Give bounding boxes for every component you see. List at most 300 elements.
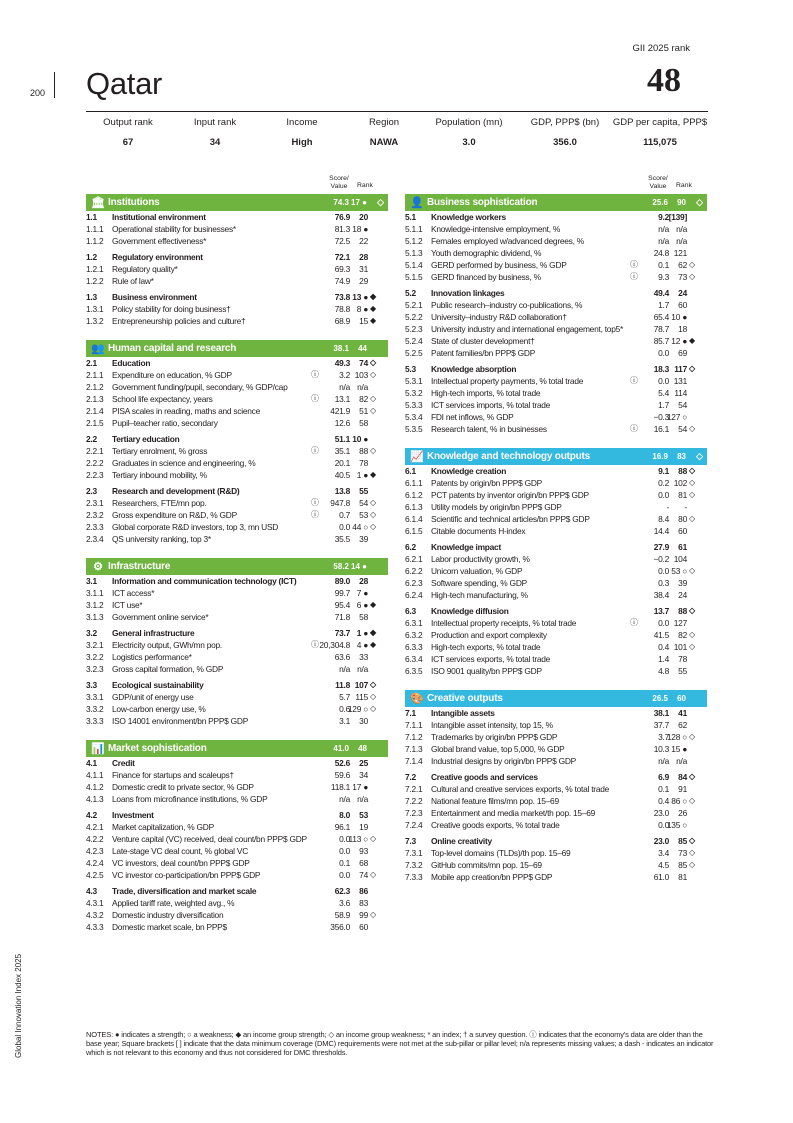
indicator-code: 6.1.4 bbox=[405, 514, 423, 524]
indicator-label: Rule of law* bbox=[112, 276, 154, 286]
indicator-row bbox=[405, 783, 707, 795]
indicator-code: 7.2 bbox=[405, 772, 416, 782]
indicator-label: Intangible assets bbox=[431, 708, 495, 718]
indicator-code: 5.2 bbox=[405, 288, 416, 298]
indicator-score: 0.1 bbox=[658, 260, 669, 270]
indicator-score: 9.2 bbox=[658, 212, 669, 222]
indicator-score: 38.1 bbox=[653, 708, 669, 718]
subpillar-row bbox=[86, 433, 388, 445]
indicator-code: 3.1.2 bbox=[86, 600, 104, 610]
indicator-score: 0.6 bbox=[339, 704, 350, 714]
indicator-code: 3.3.3 bbox=[86, 716, 104, 726]
old-data-icon: ⓘ bbox=[630, 424, 638, 433]
indicator-row bbox=[405, 347, 707, 359]
old-data-icon: ⓘ bbox=[311, 370, 319, 379]
header-divider bbox=[54, 72, 55, 98]
pillar-header bbox=[405, 690, 707, 707]
creative-outputs-icon: 🎨 bbox=[410, 693, 424, 705]
indicator-score: 73.7 bbox=[334, 628, 350, 638]
indicator-label: Knowledge impact bbox=[431, 542, 501, 552]
indicator-score: 118.1 bbox=[330, 782, 350, 792]
indicator-rank: n/a bbox=[357, 794, 368, 804]
indicator-rank: 99 bbox=[359, 910, 368, 920]
indicator-code: 5.3.1 bbox=[405, 376, 423, 386]
indicator-label: Females employed w/advanced degrees, % bbox=[431, 236, 584, 246]
indicator-row bbox=[405, 223, 707, 235]
indicator-label: ICT use* bbox=[112, 600, 143, 610]
key-fact-value: 115,075 bbox=[643, 137, 677, 148]
indicator-score: n/a bbox=[339, 382, 350, 392]
indicator-row bbox=[405, 743, 707, 755]
rank-label: GII 2025 rank bbox=[632, 43, 690, 54]
indicator-score: 8.4 bbox=[658, 514, 669, 524]
indicator-code: 7.1.2 bbox=[405, 732, 423, 742]
indicator-rank: 7 ● bbox=[356, 588, 368, 598]
indicator-row bbox=[86, 497, 388, 509]
indicator-score: 52.6 bbox=[334, 758, 350, 768]
indicator-label: GERD performed by business, % GDP bbox=[431, 260, 567, 270]
indicator-code: 6.3 bbox=[405, 606, 416, 616]
indicator-rank: 73 bbox=[678, 272, 687, 282]
indicator-rank: 28 bbox=[359, 576, 368, 586]
indicator-rank: 81 bbox=[678, 872, 687, 882]
key-fact bbox=[165, 117, 265, 148]
old-data-icon: ⓘ bbox=[311, 446, 319, 455]
indicator-score: 38.4 bbox=[653, 590, 669, 600]
indicator-label: Venture capital (VC) received, deal count/bn PPP$ GDP bbox=[112, 834, 307, 844]
indicator-code: 5.2.3 bbox=[405, 324, 423, 334]
indicator-label: School life expectancy, years bbox=[112, 394, 213, 404]
indicator-rank: 74 bbox=[359, 870, 368, 880]
top-rule bbox=[86, 111, 708, 112]
indicator-code: 5.1.4 bbox=[405, 260, 423, 270]
indicator-label: Operational stability for businesses* bbox=[112, 224, 236, 234]
indicator-code: 4.3.1 bbox=[86, 898, 104, 908]
indicator-score: 85.7 bbox=[653, 336, 669, 346]
indicator-score: 5.4 bbox=[658, 388, 669, 398]
indicator-score: n/a bbox=[339, 664, 350, 674]
indicator-score: 1.4 bbox=[658, 654, 669, 664]
subpillar-row bbox=[405, 363, 707, 375]
indicator-score: 49.3 bbox=[334, 358, 350, 368]
indicator-marker: ◇ bbox=[689, 796, 695, 805]
old-data-icon: ⓘ bbox=[311, 510, 319, 519]
indicator-marker: ◇ bbox=[689, 478, 695, 487]
indicator-rank: 102 bbox=[673, 478, 687, 488]
indicator-rank: n/a bbox=[676, 236, 687, 246]
indicator-label: GitHub commits/mn pop. 15–69 bbox=[431, 860, 542, 870]
indicator-score: 5.7 bbox=[339, 692, 350, 702]
indicator-code: 6.2.3 bbox=[405, 578, 423, 588]
subpillar-row bbox=[405, 287, 707, 299]
business-sophistication-icon: 👤 bbox=[410, 197, 424, 209]
indicator-code: 2.1.1 bbox=[86, 370, 104, 380]
indicator-label: Youth demographic dividend, % bbox=[431, 248, 542, 258]
key-fact-label: Output rank bbox=[103, 117, 153, 128]
indicator-row bbox=[86, 821, 388, 833]
indicator-label: Tertiary inbound mobility, % bbox=[112, 470, 207, 480]
indicator-rank: 34 bbox=[359, 770, 368, 780]
indicator-code: 3.1.3 bbox=[86, 612, 104, 622]
indicator-rank: 121 bbox=[673, 248, 687, 258]
indicator-row bbox=[405, 731, 707, 743]
pillar-rank: 14 ● bbox=[351, 562, 367, 571]
indicator-code: 5.2.1 bbox=[405, 300, 423, 310]
pillar-marker: ◇ bbox=[696, 451, 703, 461]
indicator-row bbox=[86, 445, 388, 457]
indicator-rank: 31 bbox=[359, 264, 368, 274]
pillar-score: 16.9 bbox=[652, 452, 668, 461]
subpillar-row bbox=[405, 707, 707, 719]
indicator-row bbox=[86, 703, 388, 715]
indicator-row bbox=[405, 271, 707, 283]
indicator-code: 2.2.2 bbox=[86, 458, 104, 468]
indicator-code: 1.2.2 bbox=[86, 276, 104, 286]
indicator-code: 1.3.2 bbox=[86, 316, 104, 326]
indicator-marker: ◆ bbox=[370, 470, 376, 479]
indicator-row bbox=[405, 859, 707, 871]
indicator-code: 7.2.2 bbox=[405, 796, 423, 806]
indicator-rank: 69 bbox=[678, 348, 687, 358]
indicator-code: 6.3.1 bbox=[405, 618, 423, 628]
indicator-label: Information and communication technology (ICT) bbox=[112, 576, 297, 586]
indicator-row bbox=[405, 553, 707, 565]
indicator-row bbox=[86, 639, 388, 651]
indicator-row bbox=[405, 755, 707, 767]
pillar-name: Market sophistication bbox=[108, 743, 207, 754]
indicator-label: QS university ranking, top 3* bbox=[112, 534, 211, 544]
indicator-label: University industry and international engagement, top5* bbox=[431, 324, 624, 334]
indicator-marker: ◇ bbox=[370, 522, 376, 531]
indicator-label: Mobile app creation/bn PPP$ GDP bbox=[431, 872, 553, 882]
indicator-label: Institutional environment bbox=[112, 212, 206, 222]
indicator-row bbox=[405, 871, 707, 883]
indicator-code: 1.2 bbox=[86, 252, 97, 262]
indicator-code: 7.1 bbox=[405, 708, 416, 718]
indicator-marker: ◇ bbox=[370, 370, 376, 379]
indicator-label: Knowledge-intensive employment, % bbox=[431, 224, 561, 234]
subpillar-row bbox=[405, 771, 707, 783]
indicator-rank: 82 bbox=[678, 630, 687, 640]
indicator-score: 11.8 bbox=[335, 680, 350, 690]
pillar-rank: 90 bbox=[677, 198, 686, 207]
indicator-rank: 80 bbox=[678, 514, 687, 524]
indicator-code: 2.1.5 bbox=[86, 418, 104, 428]
indicator-marker: ◆ bbox=[370, 600, 376, 609]
indicator-score: 0.0 bbox=[339, 834, 350, 844]
indicator-score: 0.0 bbox=[339, 870, 350, 880]
indicator-row bbox=[405, 247, 707, 259]
indicator-row bbox=[86, 223, 388, 235]
indicator-label: Research and development (R&D) bbox=[112, 486, 240, 496]
indicator-row bbox=[405, 489, 707, 501]
indicator-rank: 60 bbox=[678, 300, 687, 310]
indicator-marker: ◇ bbox=[370, 498, 376, 507]
indicator-rank: 61 bbox=[678, 542, 687, 552]
indicator-label: Education bbox=[112, 358, 151, 368]
indicator-code: 5.1.2 bbox=[405, 236, 423, 246]
indicator-marker: ◆ bbox=[370, 316, 376, 325]
indicator-code: 4.3.3 bbox=[86, 922, 104, 932]
indicator-rank: 55 bbox=[678, 666, 687, 676]
indicator-rank: 60 bbox=[359, 922, 368, 932]
indicator-code: 3.1.1 bbox=[86, 588, 104, 598]
indicator-code: 5.3.4 bbox=[405, 412, 423, 422]
indicator-label: Scientific and technical articles/bn PPP$ GDP bbox=[431, 514, 590, 524]
indicator-rank: 88 bbox=[359, 446, 368, 456]
indicator-code: 2.3.2 bbox=[86, 510, 104, 520]
indicator-marker: ◆ bbox=[370, 640, 376, 649]
indicator-row bbox=[405, 501, 707, 513]
subpillar-row bbox=[405, 541, 707, 553]
indicator-score: 421.9 bbox=[330, 406, 350, 416]
indicator-label: Researchers, FTE/mn pop. bbox=[112, 498, 207, 508]
indicator-rank: 1 ● bbox=[356, 470, 368, 480]
indicator-code: 5.3 bbox=[405, 364, 416, 374]
indicator-rank: 25 bbox=[359, 758, 368, 768]
indicator-code: 5.3.3 bbox=[405, 400, 423, 410]
indicator-score: 8.0 bbox=[339, 810, 350, 820]
indicator-rank: 33 bbox=[359, 652, 368, 662]
indicator-row bbox=[405, 311, 707, 323]
indicator-marker: ◇ bbox=[689, 606, 695, 615]
indicator-score: 947.8 bbox=[330, 498, 350, 508]
pillar-header bbox=[86, 558, 388, 575]
indicator-marker: ◇ bbox=[689, 642, 695, 651]
section-gap bbox=[405, 677, 707, 688]
left-column bbox=[86, 172, 388, 933]
indicator-rank: 81 bbox=[678, 490, 687, 500]
indicator-code: 7.3.3 bbox=[405, 872, 423, 882]
indicator-rank: 85 bbox=[678, 860, 687, 870]
indicator-row bbox=[86, 303, 388, 315]
subpillar-row bbox=[86, 357, 388, 369]
indicator-row bbox=[405, 819, 707, 831]
indicator-code: 2.2.1 bbox=[86, 446, 104, 456]
key-fact-value: 3.0 bbox=[462, 137, 476, 148]
indicator-score: 13.8 bbox=[334, 486, 350, 496]
indicator-label: Government effectiveness* bbox=[112, 236, 207, 246]
indicator-code: 2.3.4 bbox=[86, 534, 104, 544]
indicator-label: State of cluster development† bbox=[431, 336, 535, 346]
indicator-row bbox=[86, 315, 388, 327]
indicator-label: Loans from microfinance institutions, % GDP bbox=[112, 794, 268, 804]
indicator-label: Utility models by origin/bn PPP$ GDP bbox=[431, 502, 562, 512]
indicator-row bbox=[405, 423, 707, 435]
indicator-code: 6.1 bbox=[405, 466, 416, 476]
pillar-rank: 83 bbox=[677, 452, 686, 461]
indicator-code: 5.2.4 bbox=[405, 336, 423, 346]
indicator-score: 20.1 bbox=[334, 458, 350, 468]
indicator-score: 51.1 bbox=[334, 434, 350, 444]
subpillar-row bbox=[86, 291, 388, 303]
indicator-label: Electricity output, GWh/mn pop. bbox=[112, 640, 223, 650]
indicator-code: 2.2 bbox=[86, 434, 97, 444]
indicator-code: 6.3.3 bbox=[405, 642, 423, 652]
indicator-score: 0.1 bbox=[658, 784, 669, 794]
indicator-code: 6.1.5 bbox=[405, 526, 423, 536]
pillar-marker: ◇ bbox=[377, 197, 384, 207]
indicator-rank: 103 bbox=[354, 370, 368, 380]
indicator-score: n/a bbox=[339, 794, 350, 804]
key-fact bbox=[419, 117, 519, 148]
indicator-score: −0.2 bbox=[653, 554, 669, 564]
indicator-code: 4.2.4 bbox=[86, 858, 104, 868]
indicator-rank: 114 bbox=[674, 388, 687, 398]
indicator-label: Patent families/bn PPP$ GDP bbox=[431, 348, 536, 358]
old-data-icon: ⓘ bbox=[630, 376, 638, 385]
indicator-marker: ◇ bbox=[689, 772, 695, 781]
subpillar-row bbox=[405, 211, 707, 223]
indicator-label: Tertiary education bbox=[112, 434, 180, 444]
indicator-score: 9.1 bbox=[658, 466, 669, 476]
indicator-code: 1.3.1 bbox=[86, 304, 104, 314]
indicator-code: 1.1.2 bbox=[86, 236, 104, 246]
notes: NOTES: ● indicates a strength; ○ a weakness; ◆ an income group strength; ◇ an income group weakness; * an index; † a survey question. ⓘ indicates that the economy's data are older than the base year; Square brackets [ ] indicate that the data minimum coverage (DMC) requirements were not met at the sub-pillar or pillar level; n/a represents missing values; a dash - indicates an indicator which is not relevant to this economy and thus not considered for DMC thresholds. bbox=[86, 1030, 714, 1057]
indicator-rank: 86 bbox=[359, 886, 368, 896]
indicator-rank: 73 bbox=[678, 848, 687, 858]
indicator-row bbox=[86, 521, 388, 533]
indicator-score: 99.7 bbox=[334, 588, 350, 598]
indicator-rank: 24 bbox=[678, 288, 687, 298]
indicator-score: 24.8 bbox=[653, 248, 669, 258]
indicator-score: 0.0 bbox=[339, 846, 350, 856]
indicator-label: High-tech imports, % total trade bbox=[431, 388, 541, 398]
indicator-label: Industrial designs by origin/bn PPP$ GDP bbox=[431, 756, 577, 766]
indicator-rank: 53 bbox=[359, 510, 368, 520]
indicator-rank: 128 ○ bbox=[666, 732, 687, 742]
indicator-label: Finance for startups and scaleups† bbox=[112, 770, 234, 780]
indicator-score: 18.3 bbox=[653, 364, 669, 374]
indicator-row bbox=[405, 577, 707, 589]
indicator-score: 41.5 bbox=[653, 630, 669, 640]
indicator-code: 1.3 bbox=[86, 292, 97, 302]
indicator-code: 2.1.3 bbox=[86, 394, 104, 404]
indicator-code: 4.3 bbox=[86, 886, 97, 896]
indicator-label: Low-carbon energy use, % bbox=[112, 704, 206, 714]
indicator-code: 2.1.2 bbox=[86, 382, 104, 392]
indicator-row bbox=[86, 275, 388, 287]
indicator-marker: ◇ bbox=[370, 446, 376, 455]
indicator-label: Gross capital formation, % GDP bbox=[112, 664, 224, 674]
indicator-rank: 91 bbox=[678, 784, 687, 794]
pillar-rank: 17 ● bbox=[351, 198, 367, 207]
indicator-score: 3.4 bbox=[658, 848, 669, 858]
subpillar-row bbox=[405, 605, 707, 617]
indicator-score: 0.0 bbox=[658, 376, 669, 386]
indicator-score: 78.7 bbox=[653, 324, 669, 334]
column-header bbox=[86, 172, 388, 192]
indicator-score: 72.1 bbox=[334, 252, 350, 262]
indicator-score: 0.0 bbox=[658, 566, 669, 576]
indicator-score: 40.5 bbox=[334, 470, 350, 480]
indicator-label: Creative goods exports, % total trade bbox=[431, 820, 560, 830]
indicator-label: Policy stability for doing business† bbox=[112, 304, 231, 314]
indicator-label: Cultural and creative services exports, % total trade bbox=[431, 784, 610, 794]
indicator-score: 0.4 bbox=[658, 796, 669, 806]
old-data-icon: ⓘ bbox=[311, 394, 319, 403]
indicator-marker: ◇ bbox=[370, 680, 376, 689]
pillar-name: Creative outputs bbox=[427, 693, 503, 704]
pillar-score: 58.2 bbox=[333, 562, 349, 571]
indicator-label: FDI net inflows, % GDP bbox=[431, 412, 514, 422]
pillar-score: 25.6 bbox=[652, 198, 668, 207]
indicator-rank: 18 ● bbox=[352, 224, 368, 234]
indicator-rank: 62 bbox=[678, 260, 687, 270]
indicator-code: 6.1.1 bbox=[405, 478, 423, 488]
indicator-rank: 113 ○ bbox=[348, 834, 368, 844]
indicator-marker: ◇ bbox=[689, 566, 695, 575]
indicator-rank: 127 bbox=[673, 618, 687, 628]
pillar-score: 41.0 bbox=[333, 744, 349, 753]
indicator-label: Creative goods and services bbox=[431, 772, 538, 782]
indicator-rank: 24 bbox=[678, 590, 687, 600]
indicator-code: 3.2.2 bbox=[86, 652, 104, 662]
indicator-row bbox=[86, 599, 388, 611]
key-fact-label: Population (mn) bbox=[435, 117, 503, 128]
key-fact-label: Region bbox=[368, 117, 400, 128]
indicator-rank: 131 bbox=[673, 376, 687, 386]
page-number: 200 bbox=[30, 88, 46, 98]
indicator-code: 3.2.1 bbox=[86, 640, 104, 650]
indicator-label: High-tech manufacturing, % bbox=[431, 590, 528, 600]
indicator-code: 4.2.2 bbox=[86, 834, 104, 844]
indicator-score: 68.9 bbox=[334, 316, 350, 326]
indicator-row bbox=[405, 411, 707, 423]
subpillar-row bbox=[86, 627, 388, 639]
indicator-rank: 8 ● bbox=[356, 304, 368, 314]
indicator-code: 6.3.2 bbox=[405, 630, 423, 640]
indicator-score: 63.6 bbox=[334, 652, 350, 662]
indicator-row bbox=[405, 847, 707, 859]
indicator-rank: n/a bbox=[676, 224, 687, 234]
indicator-label: National feature films/mn pop. 15–69 bbox=[431, 796, 559, 806]
subpillar-row bbox=[405, 835, 707, 847]
pillar-name: Knowledge and technology outputs bbox=[427, 451, 591, 462]
indicator-score: 76.9 bbox=[334, 212, 350, 222]
indicator-row bbox=[86, 587, 388, 599]
key-fact-label: GDP, PPP$ (bn) bbox=[530, 117, 600, 128]
indicator-label: GDP/unit of energy use bbox=[112, 692, 194, 702]
indicator-rank: 54 bbox=[678, 424, 687, 434]
indicator-label: VC investor co-participation/bn PPP$ GDP bbox=[112, 870, 261, 880]
indicator-label: ICT access* bbox=[112, 588, 155, 598]
indicator-label: PISA scales in reading, maths and science bbox=[112, 406, 261, 416]
indicator-row bbox=[405, 335, 707, 347]
indicator-label: ISO 14001 environment/bn PPP$ GDP bbox=[112, 716, 249, 726]
indicator-marker: ◇ bbox=[689, 836, 695, 845]
indicator-rank: 19 bbox=[359, 822, 368, 832]
indicator-score: 3.6 bbox=[339, 898, 350, 908]
indicator-score: 13.7 bbox=[653, 606, 669, 616]
indicator-code: 2.3.3 bbox=[86, 522, 104, 532]
indicator-row bbox=[405, 259, 707, 271]
indicator-marker: ◆ bbox=[370, 304, 376, 313]
indicator-label: General infrastructure bbox=[112, 628, 195, 638]
gii-rank: 48 bbox=[647, 62, 681, 99]
indicator-row bbox=[86, 651, 388, 663]
indicator-label: Production and export complexity bbox=[431, 630, 547, 640]
indicator-code: 3.2.3 bbox=[86, 664, 104, 674]
indicator-row bbox=[86, 691, 388, 703]
indicator-label: Regulatory environment bbox=[112, 252, 203, 262]
key-fact-value: 356.0 bbox=[553, 137, 577, 148]
indicator-code: 2.1.4 bbox=[86, 406, 104, 416]
indicator-score: n/a bbox=[658, 756, 669, 766]
indicator-marker: ◇ bbox=[370, 870, 376, 879]
indicator-marker: ◇ bbox=[370, 510, 376, 519]
indicator-rank: 85 bbox=[678, 836, 687, 846]
